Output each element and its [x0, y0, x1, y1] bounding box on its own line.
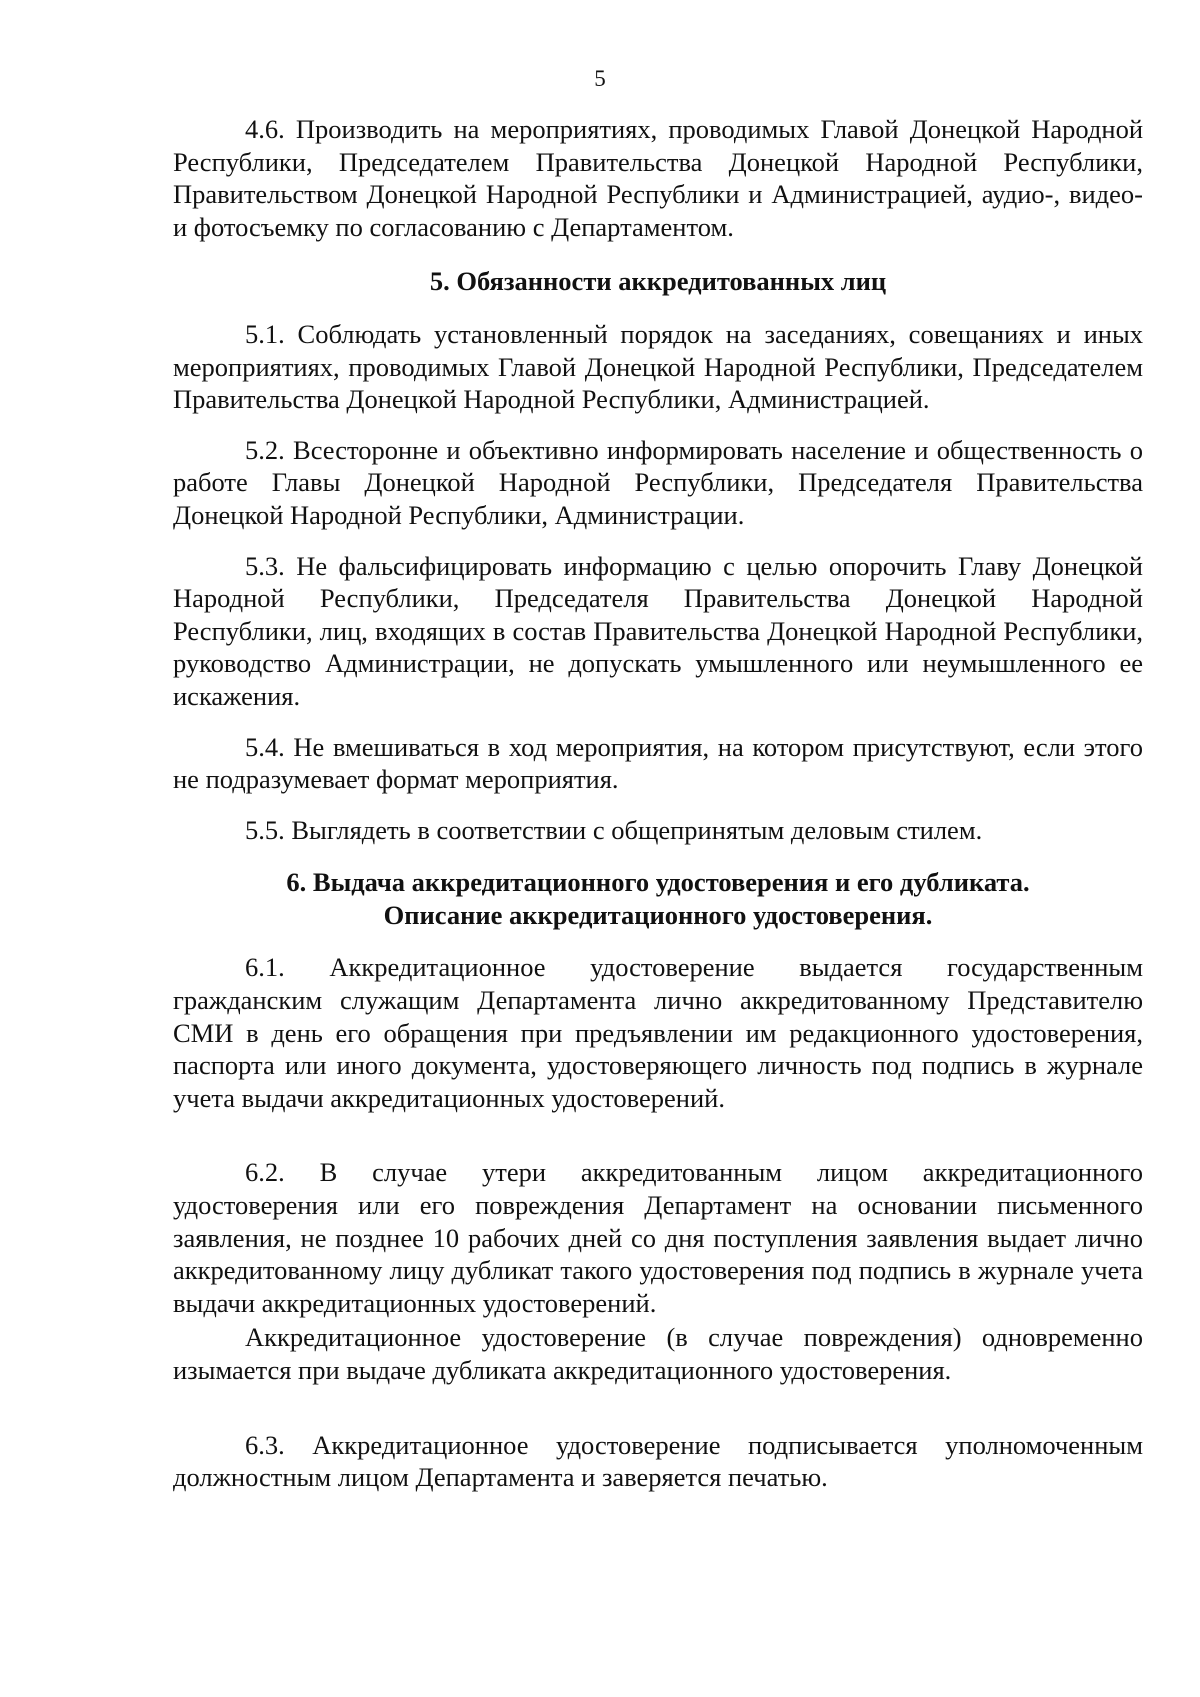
section-6-heading-line-1: 6. Выдача аккредитационного удостоверения и его дубликата.: [286, 867, 1030, 898]
section-6-heading-line-2: Описание аккредитационного удостоверения.: [383, 899, 933, 930]
paragraph-6-3: 6.3. Аккредитационное удостоверение подписывается уполномоченным должностным лицом Департамента и заверяется печатью.: [173, 1429, 1143, 1493]
paragraph-5-2: 5.2. Всесторонне и объективно информировать население и общественность о работе Главы Донецкой Народной Республики, Председателя Правительства Донецкой Народной Республики, Администрации.: [173, 434, 1143, 530]
paragraph-5-3: 5.3. Не фальсифицировать информацию с целью опорочить Главу Донецкой Народной Республики, Председателя Правительства Донецкой Народной Республики, лиц, входящих в состав Правительства Донецкой Народной Республики, руководство Администрации, не допускать умышленного или неумышленного ее искажения.: [173, 550, 1143, 711]
paragraph-5-5: 5.5. Выглядеть в соответствии с общепринятым деловым стилем.: [245, 814, 983, 845]
paragraph-6-2: 6.2. В случае утери аккредитованным лицом аккредитационного удостоверения или его повреждения Департамент на основании письменного заявления, не позднее 10 рабочих дней со дня поступления заявления выдает лично аккредитованному лицу дубликат такого удостоверения под подпись в журнале учета выдачи аккредитационных удостоверений.: [173, 1157, 1143, 1318]
paragraph-5-1: 5.1. Соблюдать установленный порядок на заседаниях, совещаниях и иных мероприятиях, проводимых Главой Донецкой Народной Республики, Председателем Правительства Донецкой Народной Республики, Администрацией.: [173, 318, 1143, 415]
paragraph-6-2-continued: Аккредитационное удостоверение (в случае повреждения) одновременно изымается при выдаче дубликата аккредитационного удостоверения.: [173, 1322, 1143, 1385]
paragraph-4-6: 4.6. Производить на мероприятиях, проводимых Главой Донецкой Народной Республики, Председателем Правительства Донецкой Народной Республики, Правительством Донецкой Народной Республики и Администрацией, аудио-, видео- и фотосъемку по согласованию с Департаментом.: [173, 114, 1143, 242]
page-number: 5: [594, 66, 606, 91]
section-5-heading: 5. Обязанности аккредитованных лиц: [429, 266, 887, 297]
document-body: [173, 113, 1143, 1494]
paragraph-5-4: 5.4. Не вмешиваться в ход мероприятия, на котором присутствуют, если этого не подразумевает формат мероприятия.: [173, 731, 1143, 795]
paragraph-6-1: 6.1. Аккредитационное удостоверение выдается государственным гражданским служащим Департамента лично аккредитованному Представителю СМИ в день его обращения при предъявлении им редакционного удостоверения, паспорта или иного документа, удостоверяющего личность под подпись в журнале учета выдачи аккредитационных удостоверений.: [173, 952, 1143, 1113]
section-6-heading: [173, 866, 1143, 931]
